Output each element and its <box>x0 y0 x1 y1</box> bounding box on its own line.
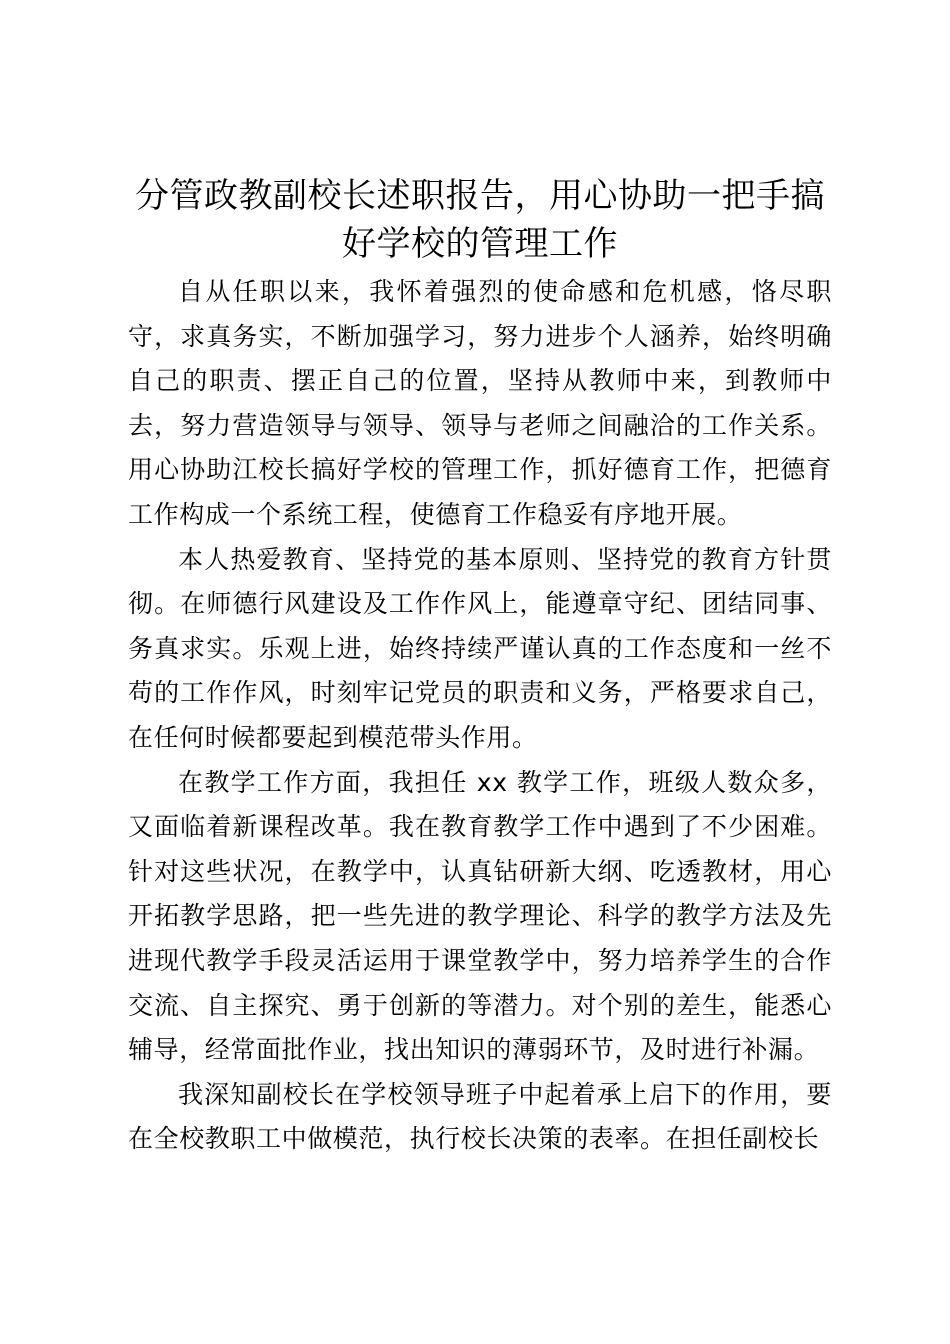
paragraph-1: 自从任职以来，我怀着强烈的使命感和危机感，恪尽职守，求真务实，不断加强学习，努力进步个人涵养，始终明确自己的职责、摆正自己的位置，坚持从教师中来，到教师中去，努力营造领导与领导、领导与老师之间融洽的工作关系。用心协助江校长搞好学校的管理工作，抓好德育工作，把德育工作构成一个系统工程，使德育工作稳妥有序地开展。 <box>128 277 832 529</box>
document-body <box>128 270 832 1162</box>
paragraph-2: 本人热爱教育、坚持党的基本原则、坚持党的教育方针贯彻。在师德行风建设及工作作风上，能遵章守纪、团结同事、务真求实。乐观上进，始终持续严谨认真的工作态度和一丝不苟的工作作风，时刻牢记党员的职责和义务，严格要求自己，在任何时候都要起到模范带头作用。 <box>128 544 832 752</box>
document-title-line-2: 好学校的管理工作 <box>342 224 618 264</box>
paragraph-3: 在教学工作方面，我担任 xx 教学工作，班级人数众多，又面临着新课程改革。我在教育教学工作中遇到了不少困难。针对这些状况，在教学中，认真钻研新大纲、吃透教材，用心开拓教学思路，把一些先进的教学理论、科学的教学方法及先进现代教学手段灵活运用于课堂教学中，努力培养学生的合作交流、自主探究、勇于创新的等潜力。对个别的差生，能悉心辅导，经常面批作业，找出知识的薄弱环节，及时进行补漏。 <box>128 767 832 1065</box>
document-title <box>128 172 832 268</box>
paragraph-4: 我深知副校长在学校领导班子中起着承上启下的作用，要在全校教职工中做模范，执行校长决策的表率。在担任副校长 <box>128 1079 832 1154</box>
document-page <box>128 172 832 1162</box>
document-title-line-1: 分管政教副校长述职报告，用心协助一把手搞 <box>135 176 825 216</box>
